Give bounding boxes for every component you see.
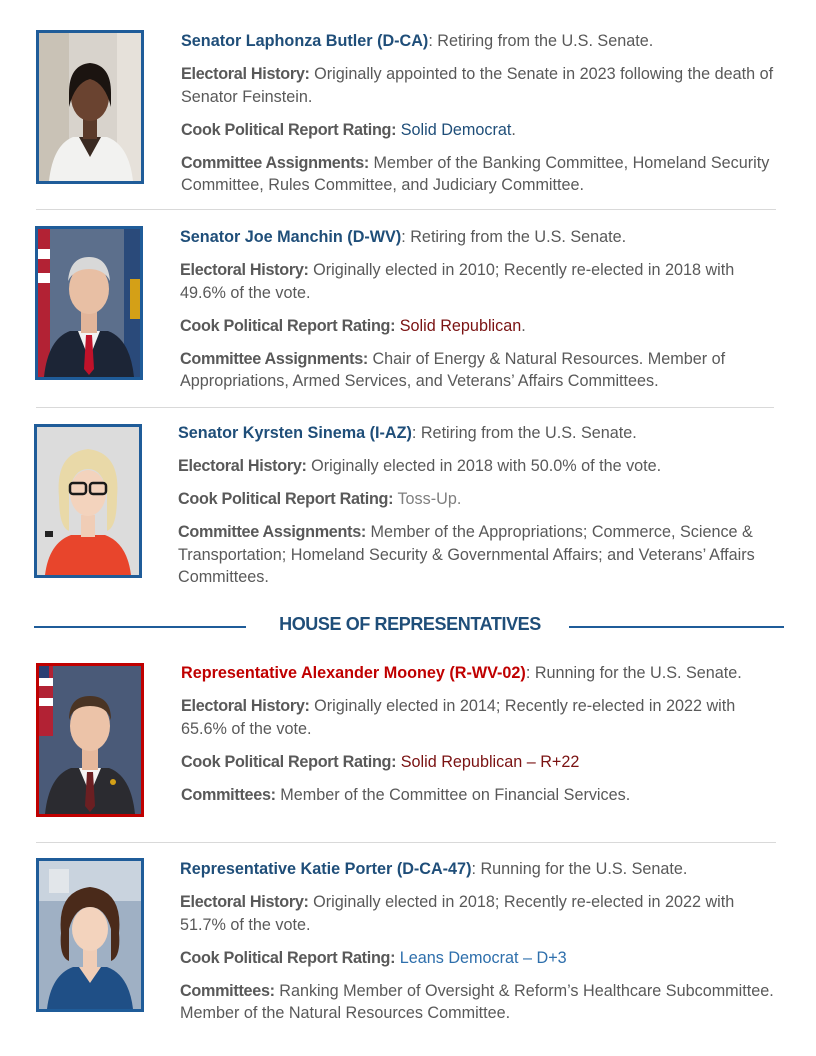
name-line [181,30,781,53]
electoral-history [180,891,780,936]
section-header-house [34,614,784,640]
committee-text: Chair of Energy & Natural Resources. Member of Appropriations, Armed Services, and Veterans’ Affairs Committees. [180,349,726,390]
electoral-label: Electoral History: [180,261,309,279]
electoral-label: Electoral History: [180,893,309,911]
rating-line [181,119,781,142]
rating-label: Cook Political Report Rating: [180,316,396,335]
rating-tail: . [511,120,516,139]
electoral-history [181,63,781,108]
electoral-history [178,455,778,478]
committee-line [180,348,780,393]
portrait-sinema [34,424,142,578]
name-line [178,422,778,445]
senator-name: Senator Joe Manchin (D-WV) [180,228,402,246]
senator-text-sinema [178,422,778,599]
committee-line [178,521,778,589]
name-line [180,226,780,249]
senator-name: Senator Kyrsten Sinema (I-AZ) [178,424,412,442]
committees-label: Committees: [180,981,275,1000]
separator [36,209,776,210]
status-text: : Retiring from the U.S. Senate. [428,32,654,50]
committees-label: Committees: [181,785,276,804]
status-text: : Running for the U.S. Senate. [471,860,688,878]
status-text: : Running for the U.S. Senate. [525,664,742,682]
status-text: : Retiring from the U.S. Senate. [411,424,637,442]
rating-line [180,947,780,970]
electoral-text: Originally elected in 2010; Recently re-elected in 2018 with 49.6% of the vote. [180,261,735,302]
portrait-mooney [36,663,144,817]
name-line [180,858,780,881]
electoral-history [181,695,781,740]
portrait-manchin [35,226,143,380]
senator-text-butler [181,30,781,207]
committee-label: Committee Assignments: [181,153,369,172]
senator-name: Senator Laphonza Butler (D-CA) [181,32,429,50]
committee-text: Ranking Member of Oversight & Reform’s Healthcare Subcommittee. Member of the Natural Resources Committee. [180,981,774,1022]
status-text: : Retiring from the U.S. Senate. [401,228,627,246]
representative-name: Representative Alexander Mooney (R-WV-02) [181,664,526,682]
committee-text: Member of the Banking Committee, Homeland Security Committee, Rules Committee, and Judiciary Committee. [181,153,770,194]
committee-text: Member of the Appropriations; Commerce, Science & Transportation; Homeland Security & Governmental Affairs; and Veterans’ Affairs Committees. [178,523,755,586]
rating-line [180,315,780,338]
committee-line [181,784,781,807]
rating-value: Solid Democrat [396,120,512,139]
name-line [181,662,781,685]
section-rule-left [34,626,246,628]
rating-tail: . [521,316,526,335]
rating-label: Cook Political Report Rating: [178,490,394,508]
committee-line [180,980,780,1025]
rating-value: Toss-Up. [393,490,462,508]
separator [36,842,776,843]
representative-name: Representative Katie Porter (D-CA-47) [180,860,472,878]
rating-label: Cook Political Report Rating: [181,120,397,139]
separator [36,407,774,408]
electoral-label: Electoral History: [178,457,307,475]
representative-text-porter [180,858,780,1035]
rating-line [178,488,778,511]
electoral-text: Originally appointed to the Senate in 2023 following the death of Senator Feinstein. [181,65,774,106]
committee-label: Committee Assignments: [178,523,366,541]
committee-label: Committee Assignments: [180,349,368,368]
portrait-butler [36,30,144,184]
committee-line [181,152,781,197]
electoral-label: Electoral History: [181,65,310,83]
rating-label: Cook Political Report Rating: [181,752,397,771]
rating-line [181,751,781,774]
rating-value: Solid Republican – R+22 [396,752,580,771]
section-title: HOUSE OF REPRESENTATIVES [279,614,541,634]
representative-text-mooney [181,662,781,817]
electoral-label: Electoral History: [181,697,310,715]
rating-value: Leans Democrat – D+3 [395,948,567,967]
electoral-text: Originally elected in 2018 with 50.0% of the vote. [306,457,662,475]
committee-text: Member of the Committee on Financial Services. [275,785,631,804]
portrait-porter [36,858,144,1012]
senator-text-manchin [180,226,780,403]
rating-value: Solid Republican [395,316,522,335]
electoral-history [180,259,780,304]
electoral-text: Originally elected in 2018; Recently re-elected in 2022 with 51.7% of the vote. [180,893,735,934]
rating-label: Cook Political Report Rating: [180,948,396,967]
section-rule-right [569,626,784,628]
electoral-text: Originally elected in 2014; Recently re-elected in 2022 with 65.6% of the vote. [181,697,736,738]
